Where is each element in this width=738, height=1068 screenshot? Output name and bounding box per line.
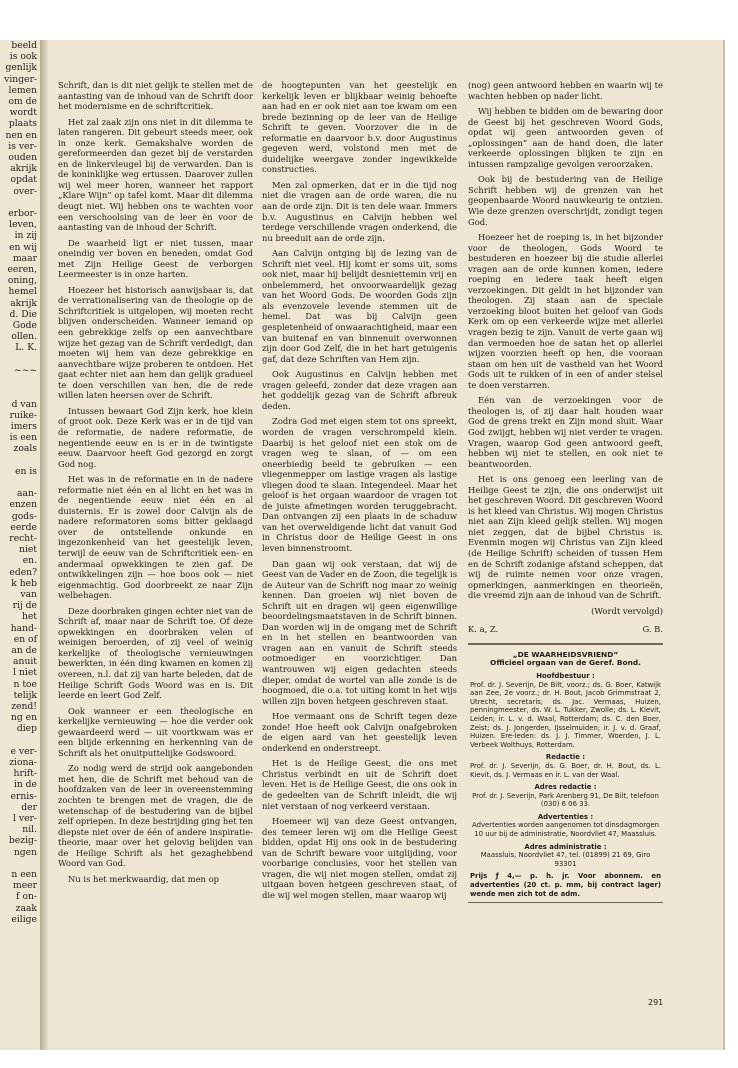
- facing-page-text-fragment: l ver-: [13, 813, 37, 825]
- facing-page-text-fragment: [0, 354, 40, 365]
- paragraph: Schrift, dan is dit niet gelijk te stellen met de aantasting van de inhoud van de Schrift door het modernisme en de schriftcritiek.: [58, 80, 253, 112]
- facing-page-text-fragment: akrijk: [10, 297, 37, 309]
- facing-page-text-fragment: ollen.: [11, 331, 37, 343]
- facing-page-text-fragment: hand-: [10, 622, 37, 634]
- paragraph: (nog) geen antwoord hebben en waarin wij te wachten hebben op nader licht.: [468, 80, 663, 101]
- facing-page-text-fragment: n een: [11, 869, 37, 881]
- facing-page-text-fragment: rij de: [12, 600, 37, 612]
- colophon-subtitle: Officieel orgaan van de Geref. Bond.: [490, 658, 641, 668]
- paragraph: Wij hebben te bidden om de bewaring door de Geest bij het geschreven Woord Gods, opdat wij geen antwoorden geven of „oplossingen” aan de hand doen, die later verkeerde oplossingen blijken te zijn en intussen rampzalige gevolgen veroorzaken.: [468, 106, 663, 169]
- editors-text: Prof. dr. J. Severijn, ds. G. Boer, dr. H. Bout, ds. L. Kievit, ds. J. Vermaas en ir. L. van der Waal.: [470, 761, 661, 779]
- facing-page-text-fragment: [0, 387, 40, 398]
- facing-page-text-fragment: zend!: [11, 700, 37, 712]
- paragraph: Het zal zaak zijn ons niet in dit dilemma te laten rangeren. Dit gebeurt steeds meer, ook in onze kerk. Gemakshalve worden de gereformeerden dan gezet bij de verstarden en de linkervleugel bij de verwarden. Dan is de koninklijke weg ertussen. Daarover zullen wij wel meer horen, wanneer het rapport „Klare Wijn” op tafel komt. Maar dit dilemma deugt niet. Wij hebben ons te wachten voor een verschoolsing van de leer èn voor de aantasting van de inhoud der Schrift.: [58, 116, 253, 233]
- paragraph: Het was in de reformatie en in de nadere reformatie niet één en al licht en het was in de negentiende eeuw niet één en al duisternis. Er is zowel door Calvijn als de nadere reformatoren soms bitter geklaagd over de ontstellende onkunde en ingezonkenheid van het geestelijk leven, terwijl de eeuw van de Schriftcritiek een- en andermaal opwekkingen te zien gaf. De ontwikkelingen zijn — hoe boos ook — niet eigenmachtig. God doorbreekt ze naar Zijn welbehagen.: [58, 474, 253, 601]
- colophon-box: [468, 643, 663, 903]
- signature-left: K. a, Z.: [468, 624, 499, 635]
- facing-page-text-fragment: [0, 455, 40, 466]
- facing-page-text-fragment: erbor-: [8, 208, 37, 220]
- facing-page-text-fragment: imers: [10, 420, 37, 432]
- facing-page-text-fragment: hrift-: [13, 768, 37, 780]
- facing-page-text-fragment: Gode: [12, 320, 37, 332]
- facing-page-text-fragment: oning,: [7, 275, 37, 287]
- paragraph: Dan gaan wij ook verstaan, dat wij de Geest van de Vader en de Zoon, die tegelijk is de Auteur van de Schrift nog maar zo weinig kennen. Dan groeien wij niet boven de Schrift uit en dragen wij geen eigenwillige beoordelingsmaatstaven in de Schrift binnen. Dan worden wij in de omgang met de Schrift en in het stellen en beantwoorden van vragen aan en vanuit de Schrift steeds ootmoediger en voorzichtiger. Dan wantrouwen wij eigen gedachten steeds dieper, omdat de wortel van alle zonde is de hoogmoed, die o.a. tot uiting komt in het wijs willen zijn boven hetgeen geschreven staat.: [262, 558, 457, 706]
- colophon-title: „DE WAARHEIDSVRIEND”: [512, 649, 619, 659]
- signature-right: G. B.: [642, 624, 663, 635]
- facing-page-text-fragment: enzen: [9, 499, 37, 511]
- facing-page-text-fragment: eden?: [9, 566, 37, 578]
- facing-page-text-fragment: an de: [11, 644, 37, 656]
- facing-page-text-fragment: aan-: [17, 488, 37, 500]
- facing-page-text-fragment: zaak: [15, 902, 37, 914]
- facing-page-text-fragment: [0, 197, 40, 208]
- paragraph: Ook bij de bestudering van de Heilige Schrift hebben wij de grenzen van het geopenbaarde Woord nauwkeurig te ontzien. Wie deze grenzen overschrijdt, zondigt tegen God.: [468, 174, 663, 227]
- paragraph: Intussen bewaart God Zijn kerk, hoe klein of groot ook. Deze Kerk was er in de tijd van de reformatie, de nadere reformatie, de negentiende eeuw en is er in de twintigste eeuw. Daarvoor heeft God gezorgd en zorgt God nog.: [58, 405, 253, 469]
- address-text: Prof. dr. J. Severijn, Park Arenberg 91, De Bilt, telefoon (030) 6 06 33.: [472, 791, 659, 809]
- admin-text: Maassluis, Noordvliet 47, tel. (01899) 21 69, Giro 93301: [480, 851, 651, 868]
- paragraph: Hoe vermaant ons de Schrift tegen deze zonde! Hoe heeft ook Calvijn onafgebroken de eigen aard van het geestelijk leven onderkend en onderstreept.: [262, 711, 457, 753]
- facing-page-text-fragment: maar: [12, 252, 37, 264]
- facing-page-text-fragment: [0, 376, 40, 387]
- facing-page-text-fragment: lemen: [8, 84, 37, 96]
- facing-page-text-fragment: om de: [8, 96, 37, 108]
- ads-text: Advertenties worden aangenomen tot dinsdagmorgen 10 uur bij de administratie, Noordvliet 47, Maassluis.: [472, 821, 659, 839]
- facing-page-text-fragment: L. K.: [15, 342, 37, 354]
- facing-page-text-fragment: akrijk: [10, 163, 37, 175]
- facing-page-text-fragment: beeld: [11, 40, 37, 51]
- facing-page-text-fragment: en is: [15, 465, 37, 477]
- book-gutter: [40, 40, 48, 1050]
- facing-page-text-fragment: [0, 735, 40, 746]
- facing-page-text-fragment: en.: [22, 555, 37, 567]
- facing-page-text-fragment: plaats: [8, 118, 37, 130]
- paragraph: Hoezeer het de roeping is, in het bijzonder voor de theologen, Gods Woord te bestuderen en hoezeer bij die studie allerlei vragen aan de orde kunnen komen, iedere roeping en iedere taak heeft eigen verzoekingen. Dit geldt in het bijzonder van theologen. Zij staan aan de speciale verzoeking bloot buiten het geloof van Gods Kerk om op een verkeerde wijze met allerlei vragen bezig te zijn. Vanuit de verte gaan wij dan vermoeden hoe de satan het op allerlei wijzen voorzien heeft op hen, die vooraan staan om hen uit de vastheid van het Woord Gods uit te rukken of in een of ander stelsel te doen verstarren.: [468, 232, 663, 390]
- admin-heading: Adres administratie :: [524, 842, 607, 851]
- facing-page-text-fragment: is ver-: [8, 140, 37, 152]
- column-3: [468, 80, 663, 1010]
- facing-page-text-fragment: eilige: [11, 913, 37, 925]
- facing-page-text-fragment: zoals: [13, 443, 37, 455]
- ads-heading: Advertenties :: [537, 812, 594, 821]
- facing-page-text-fragment: gods-: [11, 510, 37, 522]
- paragraph: Ook Augustinus en Calvijn hebben met vragen geleefd, zonder dat deze vragen aan het goddelijk gezag van de Schrift afbreuk deden.: [262, 369, 457, 411]
- facing-page-text-fragment: der: [21, 801, 37, 813]
- paragraph: Nu is het merkwaardig, dat men op: [68, 873, 219, 884]
- column-2: [262, 80, 457, 1010]
- facing-page-text-fragment: is een: [9, 432, 37, 444]
- facing-page-text-fragment: en wij: [9, 241, 37, 253]
- facing-page-text-fragment: meer: [13, 880, 37, 892]
- facing-page-text-fragment: k heb: [11, 577, 37, 589]
- facing-page-fragment: [0, 40, 41, 1050]
- signature-row: [468, 624, 663, 635]
- paragraph: Hoemeer wij van deze Geest ontvangen, des temeer leren wij om die Heilige Geest bidden, opdat Hij ons ook in de bestudering van de Schrift beware voor uitglijding, voor voorbarige conclusies, voor het stellen van vragen, die wij niet mogen stellen, omdat zij uitgaan boven hetgeen geschreven staat, of die wij wel mogen stellen, maar waarop wij: [262, 816, 457, 900]
- facing-page-text-fragment: ruike-: [9, 409, 37, 421]
- facing-page-text-fragment: nil.: [22, 824, 37, 836]
- facing-page-text-fragment: van: [20, 588, 37, 600]
- paragraph: Men zal opmerken, dat er in die tijd nog niet die vragen aan de orde waren, die nu aan de orde zijn. Dit is ten dele waar. Immers b.v. Augustinus en Calvijn hebben wel terdege verschillende vragen onderkend, die nu breeduit aan de orde zijn.: [262, 179, 457, 243]
- facing-page-text-fragment: nen en: [5, 129, 37, 141]
- paragraph: Hoezeer het historisch aanwijsbaar is, dat de verrationalisering van de theologie op de Schriftcritiek is uitgelopen, wij moeten recht blijven onderscheiden. Wanneer iemand op een gebrekkige zelfs op een aanvechtbare wijze het gezag van de Schrift verdedigt, dan moeten wij hem van deze gebrekkige en aanvechtbare wijze proberen te ontdoen. Het gaat echter niet aan hem dan gelijk gradueel te doen verschillen van hen, die de rede willen laten heersen over de Schrift.: [58, 284, 253, 401]
- facing-page-text-fragment: genlijk: [5, 62, 37, 74]
- facing-page-text-fragment: vinger-: [4, 73, 37, 85]
- facing-page-text-fragment: [0, 477, 40, 488]
- facing-page-text-fragment: ernis-: [10, 790, 37, 802]
- board-heading: Hoofdbestuur :: [536, 671, 595, 680]
- facing-page-text-fragment: f on-: [16, 891, 37, 903]
- facing-page-text-fragment: niet: [19, 544, 37, 556]
- facing-page-text-fragment: is ook: [9, 51, 37, 63]
- facing-page-text-fragment: d van: [11, 398, 37, 410]
- page-number: 291: [648, 998, 664, 1007]
- price-text: Prijs ƒ 4,— p. h. jr. Voor abonnem. en advertenties (20 ct. p. mm, bij contract lager) wende men zich tot de adm.: [470, 872, 661, 898]
- facing-page-text-fragment: bezig-: [8, 835, 37, 847]
- facing-page-text-fragment: opdat: [10, 174, 37, 186]
- paragraph: Zodra God met eigen stem tot ons spreekt, worden de vragen verschrompeld klein. Daarbij is het geloof niet een stok om de vragen weg te slaan, of — om een oneerbiedig beeld te gebruiken — een vliegenmepper om lastige vragen als lastige vliegen dood te slaan. Integendeel. Maar het geloof is het orgaan waardoor de vragen tot de juiste afmetingen worden teruggebracht. Dan ontvangen zij een plaats in de schaduw van het overweldigende licht dat vanuit God in Christus door de Heilige Geest in ons leven binnenstroomt.: [262, 416, 457, 553]
- facing-page-text-fragment: [0, 858, 40, 869]
- paragraph: De waarheid ligt er niet tussen, maar oneindig ver boven en beneden, omdat God met Zijn Heilige Geest de verborgen Leermeester is in onze harten.: [58, 237, 253, 280]
- paragraph: Het is ons genoeg een leerling van de Heilige Geest te zijn, die ons onderwijst uit het geschreven Woord. Dit geschreven Woord is het kleed van Christus. Wij mogen Christus niet aan Zijn kleed gelijk stellen. Wij mogen niet zeggen, dat de bijbel Christus is. Evenmin mogen wij Christus van Zijn kleed (de Heilige Schrift) scheiden of tussen Hem en de Schrift zodanige afstand scheppen, dat wij de ruimte nemen voor onze vragen, opmerkingen, aanmerkingen en theorieën, die vreemd zijn aan de inhoud van de Schrift.: [468, 474, 663, 601]
- facing-page-text-fragment: anuit: [13, 656, 37, 668]
- facing-page-text-fragment: en of: [13, 633, 37, 645]
- address-heading: Adres redactie :: [534, 783, 597, 792]
- facing-page-text-fragment: n toe: [13, 678, 37, 690]
- facing-page-text-fragment: ziona-: [9, 757, 37, 768]
- facing-page-text-fragment: e ver-: [10, 745, 37, 757]
- facing-page-text-fragment: ouden: [8, 152, 37, 164]
- paragraph: Zo nodig werd de strijd ook aangebonden met hen, die de Schrift met behoud van de hoofdzaken van de leer in overeenstemming zochten te brengen met de vragen, die de wetenschap of de bestudering van de bijbel zelf opriepen. In deze bestrijding ging het ten diepste niet over de één of andere inspiratie-theorie, maar over het gelovig belijden van de Heilige Schrift als het gezaghebbend Woord van God.: [58, 763, 253, 869]
- facing-page-text-fragment: hemel: [8, 286, 37, 298]
- facing-page-text-fragment: eerde: [10, 521, 37, 533]
- column-1: [58, 80, 253, 1010]
- facing-page-text-fragment: d. Die: [9, 308, 37, 320]
- facing-page-text-fragment: het: [21, 611, 37, 623]
- paragraph: de hoogtepunten van het geestelijk en kerkelijk leven er blijkbaar weinig behoefte aan had en er ook niet aan toe kwam om een brede bezinning op de leer van de Heilige Schrift te geven. Voorzover die in de reformatie en daarvoor b.v. door Augustinus gegeven werd, volstond men met de duidelijke weergave zonder ingewikkelde constructies.: [262, 80, 457, 175]
- facing-page-text-fragment: l niet: [13, 667, 37, 679]
- paragraph: Aan Calvijn ontging bij de lezing van de Schrift niet veel. Hij komt er soms uit, soms ook niet, maar hij belijdt desniettemin vrij en onbelemmerd, het onvoorwaardelijk gezag van het Woord Gods. De woorden Gods zijn als evenzovele levende stemmen uit de hemel. Dat was bij Calvijn geen gespletenheid of onwaarachtigheid, maar een van buitenaf en van binnenuit overwonnen zijn door God Zelf, die in het hart getuigenis gaf, dat deze Schriften van Hem zijn.: [262, 248, 457, 364]
- facing-page-text-fragment: ~~~: [13, 364, 37, 376]
- facing-page-text-fragment: leven,: [9, 219, 37, 231]
- paragraph: Eén van de verzoekingen voor de theologen is, of zij daar halt houden waar God de grens trekt en Zijn mond sluit. Waar God zwijgt, hebben wij niet verder te vragen. Vragen, waarop God geen antwoord geeft, hebben wij niet te stellen, en ook niet te beantwoorden.: [468, 395, 663, 469]
- paragraph: Deze doorbraken gingen echter niet van de Schrift af, maar naar de Schrift toe. Of deze opwekkingen en doorbraken velen of weinigen beroerden, of zij veel of weinig kerkelijke of theologische vernieuwingen bewerkten, in één ding kwamen en komen zij overeen, n.l. dat zij van harte beleden, dat de Heilige Schrift Gods Woord was en is. Dit leerde en leert God Zelf.: [58, 605, 253, 701]
- facing-page-text-fragment: ngen: [13, 846, 37, 858]
- paragraph: Het is de Heilige Geest, die ons met Christus verbindt en uit de Schrift doet leven. Het is de Heilige Geest, die ons ook in de gedeelten van de Schrift inleidt, die wij niet verstaan of nog verkeerd verstaan.: [262, 758, 457, 811]
- facing-page-text-fragment: over-: [13, 185, 37, 197]
- board-text: Prof. dr. J. Severijn, De Bilt, voorz.; ds. G. Boer, Katwijk aan Zee, 2e voorz.; dr. H. Bout, Jacob Grimmstraat 2, Utrecht, secretaris; ds. Jac. Vermaas, Huizen, penningmeester, ds. W. L. Tukker, Zwolle; ds. L. Kievit, Leiden; ir. L. v. d. Waal, Rotterdam; ds. C. den Boer, Zeist; ds. J. Jongerden, IJsselmuiden; ir. J. v. d. Graaf, Huizen. Ere-leden: ds. J. J. Timmer, Woerden, J. L. Verbeek Wolthuys, Rotterdam.: [470, 680, 661, 749]
- facing-page-text-fragment: ng en: [10, 712, 37, 724]
- facing-page-text-fragment: telijk: [13, 689, 37, 701]
- magazine-page: [48, 40, 725, 1050]
- facing-page-text-fragment: recht-: [9, 532, 37, 544]
- editors-heading: Redactie :: [545, 753, 586, 762]
- facing-page-text-fragment: in de: [13, 779, 37, 791]
- facing-page-text-fragment: eeren,: [7, 264, 37, 276]
- facing-page-text-fragment: in zij: [14, 230, 37, 242]
- facing-page-text-fragment: diep: [16, 723, 37, 735]
- facing-page-text-fragment: wordt: [9, 107, 37, 119]
- paragraph: Ook wanneer er een theologische en kerkelijke vernieuwing — hoe die verder ook gewaardeerd werd — uit voortkwam was er een blijde erkenning en herkenning van de Schrift als het onuitputtelijke Godswoord.: [58, 705, 253, 758]
- continued-note: (Wordt vervolgd): [591, 605, 663, 616]
